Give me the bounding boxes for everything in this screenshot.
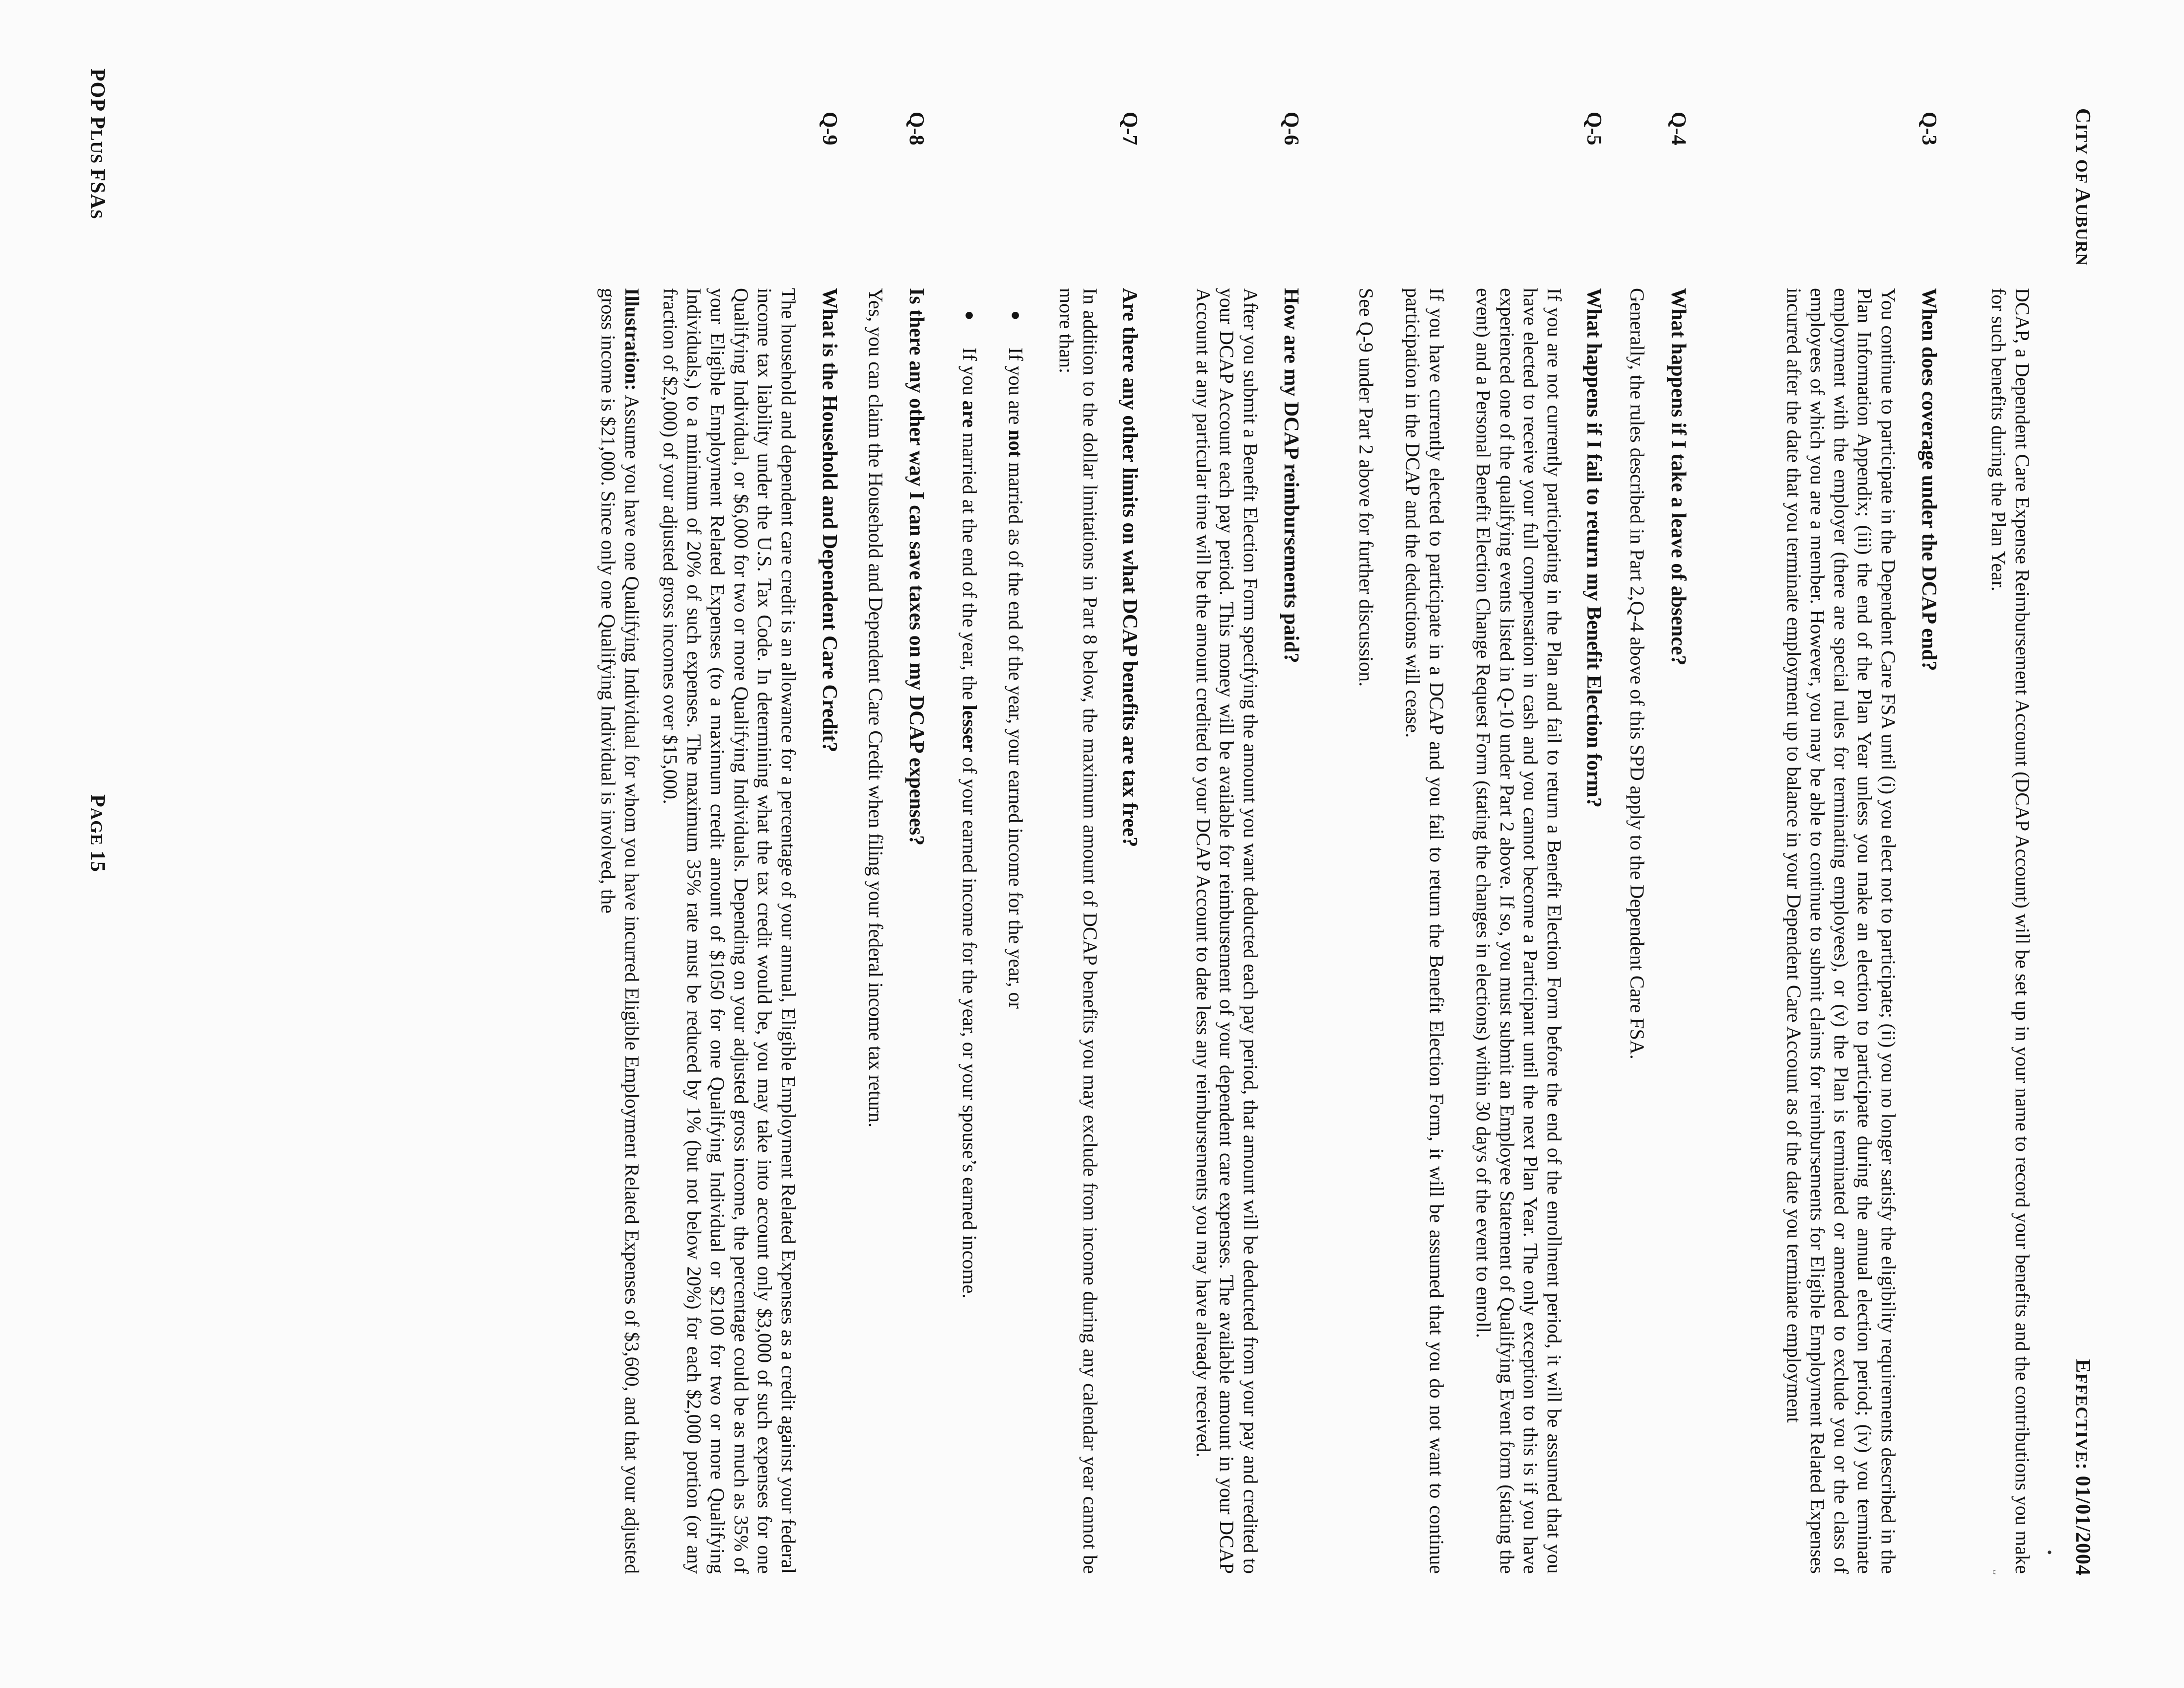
question-q8 [898,112,928,1574]
question-text: Are there any other limits on what DCAP benefits are tax free? [1118,288,1141,847]
header-left: CITY OF AUBURN [2071,108,2094,266]
list-item: ● If you are married at the end of the year, the lesser of your earned income for the year, or your spouse’s earned income. [958,310,981,1299]
answer-q3: You continue to participate in the Dependent Care FSA until (i) you elect not to participate; (ii) you no longer satisfy the eligibility requirements described in the Plan Information Appendix; (iii) the end of the Plan Year unless you make an election to participate during the annual election period; (iv) you terminate employment with the employer (there are special rules for terminating employees), or (v) the Plan is terminated or amended to exclude you or the class of employees of which you are a member. However, you may be able to continue to submit claims for reimbursements for Eligible Employment Related Expenses incurred after the date that you terminate employment up to balance in your Dependent Care Account as of the date you terminate employment [1783,288,1900,1574]
question-text: When does coverage under the DCAP end? [1917,288,1940,671]
question-q3 [1911,112,1941,1574]
question-label: Q-4 [1667,112,1690,145]
illustration-label: Illustration: [621,288,643,391]
question-text: What happens if I fail to return my Benefit Election form? [1582,288,1605,808]
intro-paragraph: DCAP, a Dependent Care Expense Reimbursement Account (DCAP Account) will be set up in your name to record your benefits and the contributions you make for such benefits during the Plan Year. [1987,288,2034,1574]
question-text: What is the Household and Dependent Care Credit? [818,288,841,753]
header-right: EFFECTIVE: 01/01/2004 [2071,1359,2094,1576]
question-text: Is there any other way I can save taxes on my DCAP expenses? [905,288,928,846]
answer-q6: After you submit a Benefit Election Form specifying the amount you want deducted each pay period, that amount will be deducted from your pay and credited to your DCAP Account each pay period. This money will be available for reimbursement of your dependent care expenses. The available amount in your DCAP Account at any particular time will be the amount credited to your DCAP Account to date less any reimbursements you may have already received. [1192,288,1262,1574]
question-label: Q-5 [1582,112,1605,145]
question-label: Q-3 [1917,112,1940,145]
answer-q5: If you are not currently participating in the Plan and fail to return a Benefit Election Form before the end of the enrollment period, it will be assumed that you have elected to receive your full compensation in cash and you cannot become a Participant until the next Plan Year. The only exception to this is if you have experienced one of the qualifying events listed in Q-10 under Part 2 above. If so, you must submit an Employee Statement of Qualifying Event form (stating the event) and a Personal Benefit Election Change Request Form (stating the changes in elections) within 30 days of the event to enroll. If you have currently elected to participate in a DCAP and you fail to return the Benefit Election Form, it will be assumed that you do not want to continue participation in the DCAP and the deductions will cease. See Q-9 under Part 2 above for further discussion. [1355,288,1566,1574]
question-label: Q-6 [1280,112,1302,145]
limits-list [958,288,1027,1574]
answer-q7: In addition to the dollar limitations in Part 8 below, the maximum amount of DCAP benefits you may exclude from income during any calendar year cannot be more than: ● If you are not married as of the end of the year, your earned income for the year, or ● If you are married at the end of the year, the lesser of your earned income for the year, or your spouse’s earned income. [958,288,1101,1574]
question-q4 [1660,112,1690,1574]
answer-q9: The household and dependent care credit is an allowance for a percentage of your annual, Eligible Employment Related Expenses as a credit against your federal income tax liability under the U.S. Tax Code. In determining what the tax credit would be, you may take into account only $3,000 of such expenses for one Qualifying Individual, or $6,000 for two or more Qualifying Individuals. Depending on your adjusted gross income, the percentage could be as much as 35% of your Eligible Employment Related Expenses (to a maximum credit amount of $1050 for one Qualifying Individual or $2100 for two or more Qualifying Individuals,) to a minimum of 20% of such expenses. The maximum 35% rate must be reduced by 1% (but not below 20%) for each $2,000 portion (or any fraction of $2,000) of your adjusted gross incomes over $15,000. Illustration: Assume you have one Qualifying Individual for whom you have incurred Eligible Employment Related Expenses of $3,600, and that your adjusted gross income is $21,000. Since only one Qualifying Individual is involved, the [597,288,800,1574]
footer-left: POP PLUS FSAS [86,69,109,219]
stray-mark-2: ᴗ [1990,1569,2003,1575]
stray-mark: • [2041,1549,2057,1555]
question-text: What happens if I take a leave of absence? [1667,288,1690,666]
answer-q4: Generally, the rules described in Part 2,Q-4 above of this SPD apply to the Dependent Care FSA. [1626,288,1648,1059]
question-q9 [812,112,841,1574]
question-label: Q-7 [1118,112,1141,145]
footer-page-number: PAGE 15 [86,794,109,872]
answer-q8: Yes, you can claim the Household and Dependent Care Credit when filing your federal income tax return. [865,288,887,1127]
question-q7 [1112,112,1142,1574]
question-label: Q-8 [905,112,928,145]
question-q5 [1576,112,1606,1574]
question-q6 [1273,112,1303,1574]
question-label: Q-9 [818,112,841,145]
question-text: How are my DCAP reimbursements paid? [1280,288,1302,663]
list-item: ● If you are not married as of the end of the year, your earned income for the year, or [1005,310,1027,1009]
